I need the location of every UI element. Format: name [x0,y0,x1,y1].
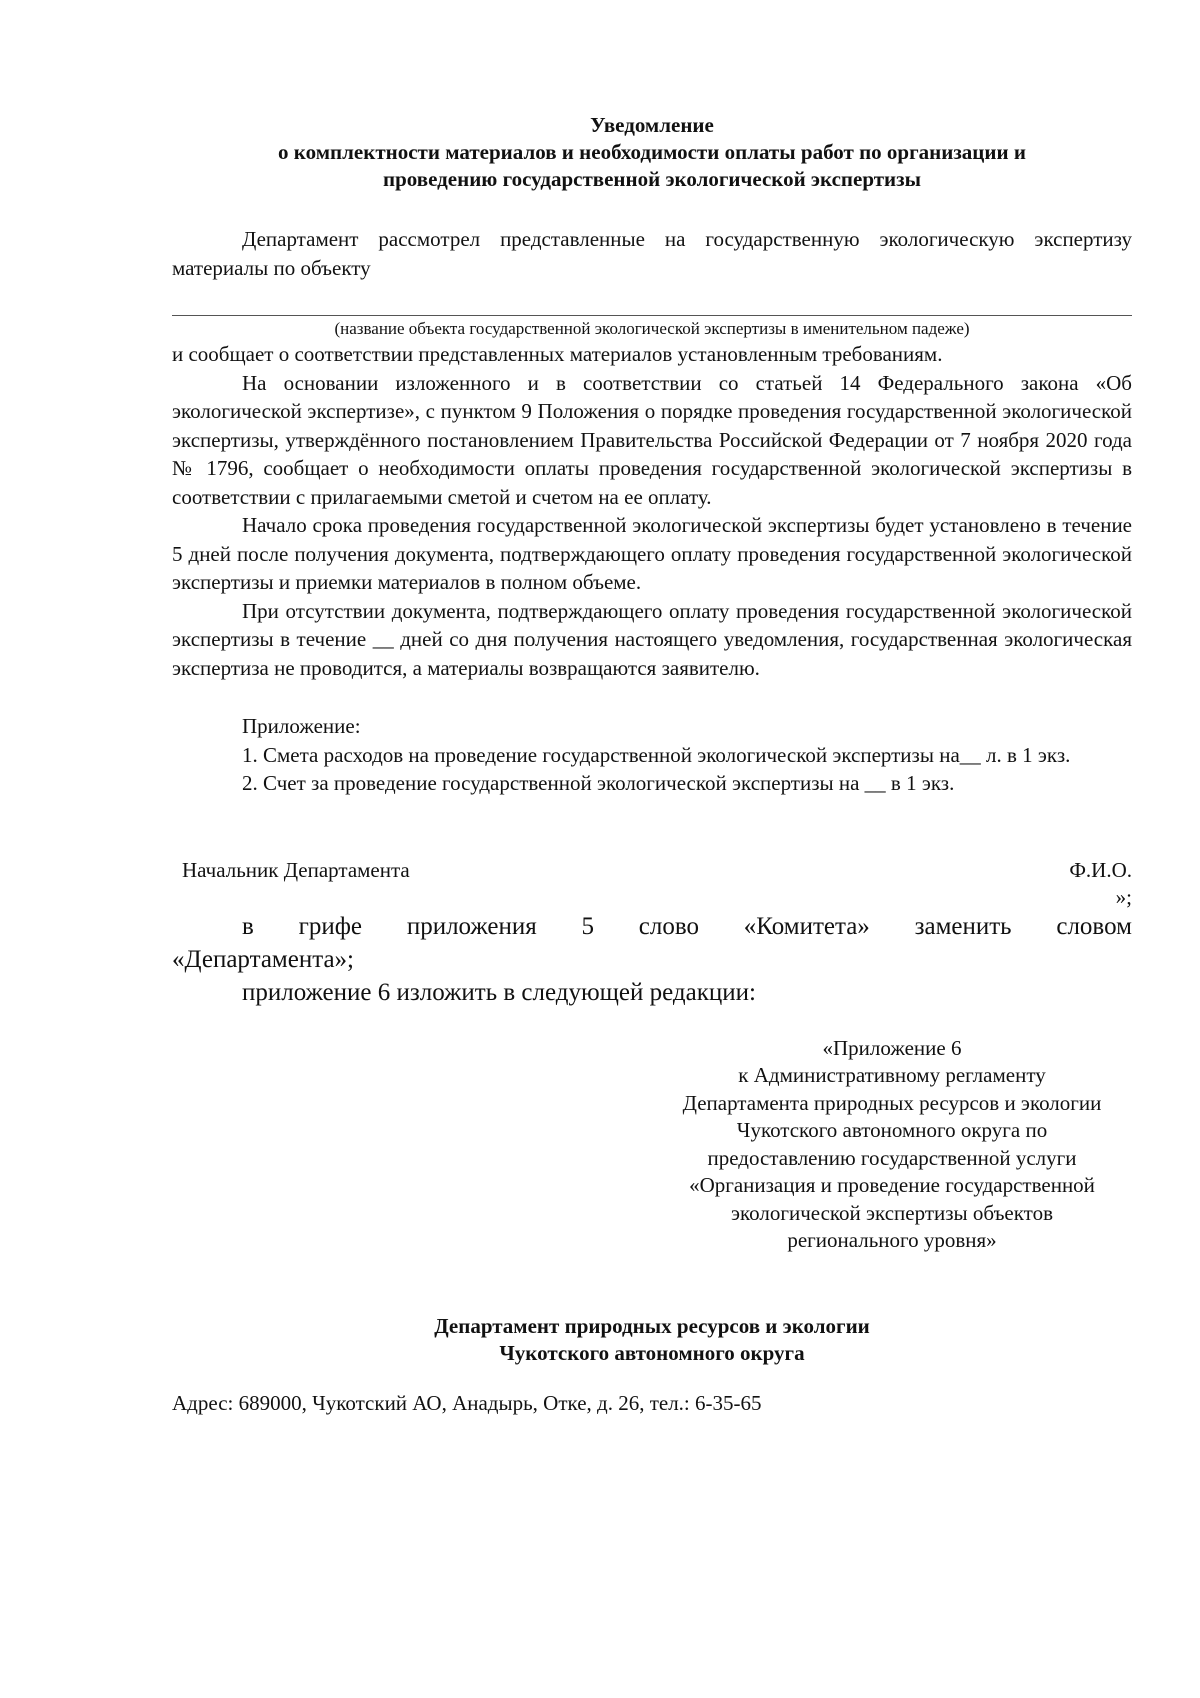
notice-title-line-3: проведению государственной экологической экспертизы [383,167,921,191]
paragraph-conformity: и сообщает о соответствии представленных материалов установленным требованиям. [172,342,943,366]
signer-name: Ф.И.О. [1069,857,1132,882]
attachment-item-1: 1. Смета расходов на проведение государственной экологической экспертизы на__ л. в 1 экз. [242,742,1071,767]
appendix-header-line: Департамента природных ресурсов и экологии [682,1090,1102,1115]
document-page [172,112,1132,1438]
amendment-word: заменить [914,912,1012,940]
amendment-word: 5 [581,912,595,940]
appendix-6-header [642,1035,1142,1255]
department-heading-line-1: Департамент природных ресурсов и экологии [434,1313,870,1338]
amendment-word: слово [638,912,700,940]
signer-position: Начальник Департамента [182,857,410,882]
appendix-header-line: Чукотского автономного округа по [736,1118,1048,1142]
paragraph-basis: На основании изложенного и в соответствии со статьей 14 Федерального закона «Об экологической экспертизе», с пунктом 9 Положения о порядке проведения государственной экологической экспертизы, утверждённого постановлением Правительства Российской Федерации от 7 ноября 2020 года № 1796, сообщает о необходимости оплаты проведения государственной экологической экспертизы в соответствии с прилагаемыми сметой и счетом на ее оплату. [172,370,1132,509]
attachment-item-2: 2. Счет за проведение государственной экологической экспертизы на __ в 1 экз. [242,771,955,795]
appendix-header-line: к Административному регламенту [738,1063,1046,1087]
amendment-word: приложения [406,912,537,940]
appendix-header-line: «Организация и проведение государственной [689,1173,1095,1197]
amendment-line-1 [172,910,1132,943]
appendix-header-line: «Приложение 6 [822,1035,962,1060]
amendment-line-1-continuation: «Департамента»; [172,945,354,973]
appendix-header-line: экологической экспертизы объектов [730,1200,1053,1225]
department-heading [172,1313,1132,1367]
amendment-word: грифе [298,912,363,940]
amendment-word: «Комитета» [743,912,870,940]
amendment-word: в [242,912,254,940]
appendix-header-line: предоставлению государственной услуги [707,1145,1077,1170]
appendix-header-line: регионального уровня» [787,1228,997,1252]
paragraph-absence-of-payment: При отсутствии документа, подтверждающего оплату проведения государственной экологической экспертизы в течение __ дней со дня получения настоящего уведомления, государственная экологическая экспертиза не проводится, а материалы возвращаются заявителю. [172,598,1132,680]
department-address: Адрес: 689000, Чукотский АО, Анадырь, Отке, д. 26, тел.: 6-35-65 [172,1390,762,1415]
notice-title [172,112,1132,193]
notice-title-line-1: Уведомление [590,113,714,137]
object-name-caption: (название объекта государственной экологической экспертизы в именительном падеже) [334,319,970,338]
amendment-word: словом [1056,912,1132,940]
notice-intro: Департамент рассмотрел представленные на государственную экологическую экспертизу материалы по объекту [172,227,1132,280]
notice-title-line-2: о комплектности материалов и необходимости оплаты работ по организации и [278,140,1026,164]
signature-block [172,856,1132,884]
object-name-blank-line [172,282,1132,316]
attachments-heading: Приложение: [242,714,361,738]
paragraph-start-term: Начало срока проведения государственной экологической экспертизы будет установлено в течение 5 дней после получения документа, подтверждающего оплату проведения государственной экологической экспертизы и приемки материалов в полном объеме. [172,513,1132,594]
closing-quote: »; [1115,884,1132,909]
amendment-line-2: приложение 6 изложить в следующей редакции: [242,978,756,1006]
department-heading-line-2: Чукотского автономного округа [499,1340,805,1365]
